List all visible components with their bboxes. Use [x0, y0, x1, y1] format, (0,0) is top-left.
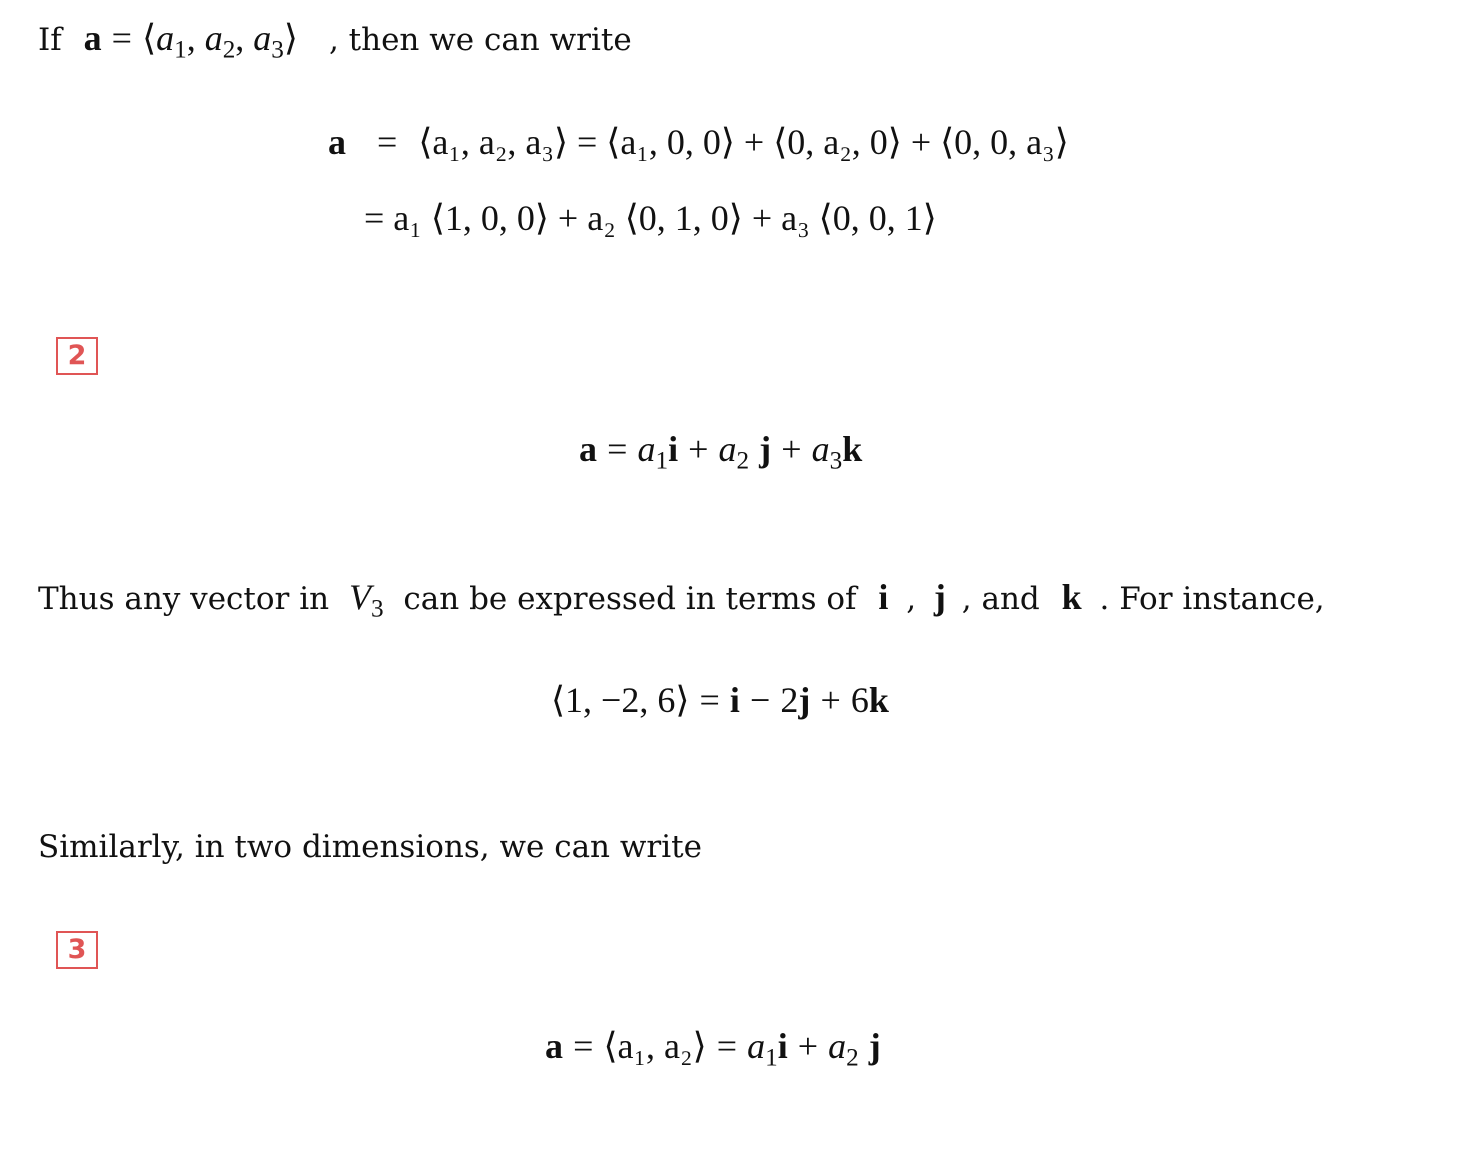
para-text: can be expressed in terms of	[403, 581, 857, 617]
example-lhs: ⟨1, −2, 6⟩	[551, 680, 690, 720]
vector-a: a	[328, 122, 346, 162]
subscript-2: 2	[736, 447, 750, 475]
para-text: Thus any vector in	[38, 581, 330, 617]
equals-sign: =	[573, 1026, 594, 1066]
subscript-2: 2	[846, 1044, 859, 1072]
space-symbol-v: V	[348, 577, 371, 617]
subscript-3: 3	[370, 595, 384, 623]
coef-a1: a	[747, 1026, 766, 1066]
equation-3	[545, 1028, 881, 1071]
comma: ,	[906, 581, 917, 617]
plus-sign: +	[781, 429, 802, 469]
separator: ,	[235, 18, 254, 58]
equation-number-2: 2	[56, 337, 98, 375]
equals-sign: =	[111, 18, 132, 58]
plus-sign: +	[820, 680, 841, 720]
unit-vector-j: j	[933, 577, 946, 617]
vector-a: a	[579, 429, 597, 469]
subscript-1: 1	[174, 36, 187, 64]
left-angle-bracket: ⟨	[142, 18, 157, 58]
unit-vector-i: i	[777, 1026, 788, 1066]
subscript-3: 3	[829, 447, 843, 475]
equation-2	[579, 431, 862, 474]
plus-sign: +	[688, 429, 709, 469]
vector-a: a	[545, 1026, 563, 1066]
display-equation-line-2	[364, 200, 937, 236]
coefficient: 6	[850, 680, 869, 720]
paragraph-basis-vectors	[38, 579, 1325, 622]
vector-a: a	[83, 18, 102, 58]
coef-a3: a	[811, 429, 830, 469]
unit-vector-j: j	[798, 680, 811, 720]
comma-and: , and	[961, 581, 1040, 617]
subscript-3: 3	[271, 36, 284, 64]
display-equation-line-1	[328, 124, 1069, 160]
paragraph-two-dimensions: Similarly, in two dimensions, we can write	[38, 829, 702, 865]
coefficient: 2	[780, 680, 799, 720]
intro-line	[38, 20, 632, 63]
example-equation	[551, 682, 889, 718]
expansion-rhs: ⟨a₁, a₂, a₃⟩ = ⟨a₁, 0, 0⟩ + ⟨0, a₂, 0⟩ + ⟨0, 0, a₃⟩	[418, 122, 1069, 162]
component-a3: a	[253, 18, 272, 58]
unit-vector-i: i	[668, 429, 679, 469]
space-v3	[348, 577, 384, 623]
subscript-1: 1	[765, 1044, 778, 1072]
unit-vector-i: i	[878, 577, 889, 617]
equals-sign: =	[607, 429, 628, 469]
coef-a1: a	[637, 429, 656, 469]
unit-vector-j: j	[868, 1026, 881, 1066]
unit-vector-k: k	[842, 429, 863, 469]
equals-sign: =	[716, 1026, 738, 1066]
minus-sign: −	[749, 680, 771, 720]
intro-vector-a-def	[83, 18, 307, 64]
unit-vector-k: k	[868, 680, 889, 720]
right-angle-bracket: ⟩	[283, 18, 298, 58]
component-a1: a	[156, 18, 175, 58]
unit-vector-k: k	[1061, 577, 1082, 617]
subscript-2: 2	[222, 36, 236, 64]
subscript-1: 1	[655, 447, 669, 475]
separator: ,	[186, 18, 205, 58]
coef-a2: a	[828, 1026, 847, 1066]
equation-number-3: 3	[56, 931, 98, 969]
coef-a2: a	[718, 429, 737, 469]
unit-vector-i: i	[729, 680, 740, 720]
plus-sign: +	[797, 1026, 819, 1066]
component-a2: a	[204, 18, 223, 58]
unit-vector-j: j	[759, 429, 772, 469]
equals-sign: =	[699, 680, 720, 720]
component-pair: ⟨a₁, a₂⟩	[603, 1026, 707, 1066]
intro-suffix: , then we can write	[328, 22, 632, 58]
intro-prefix: If	[38, 22, 62, 58]
expansion-standard-basis: = a₁ ⟨1, 0, 0⟩ + a₂ ⟨0, 1, 0⟩ + a₃ ⟨0, 0, 1⟩	[364, 198, 937, 238]
equals-sign: =	[377, 122, 398, 162]
para-text: . For instance,	[1099, 581, 1325, 617]
